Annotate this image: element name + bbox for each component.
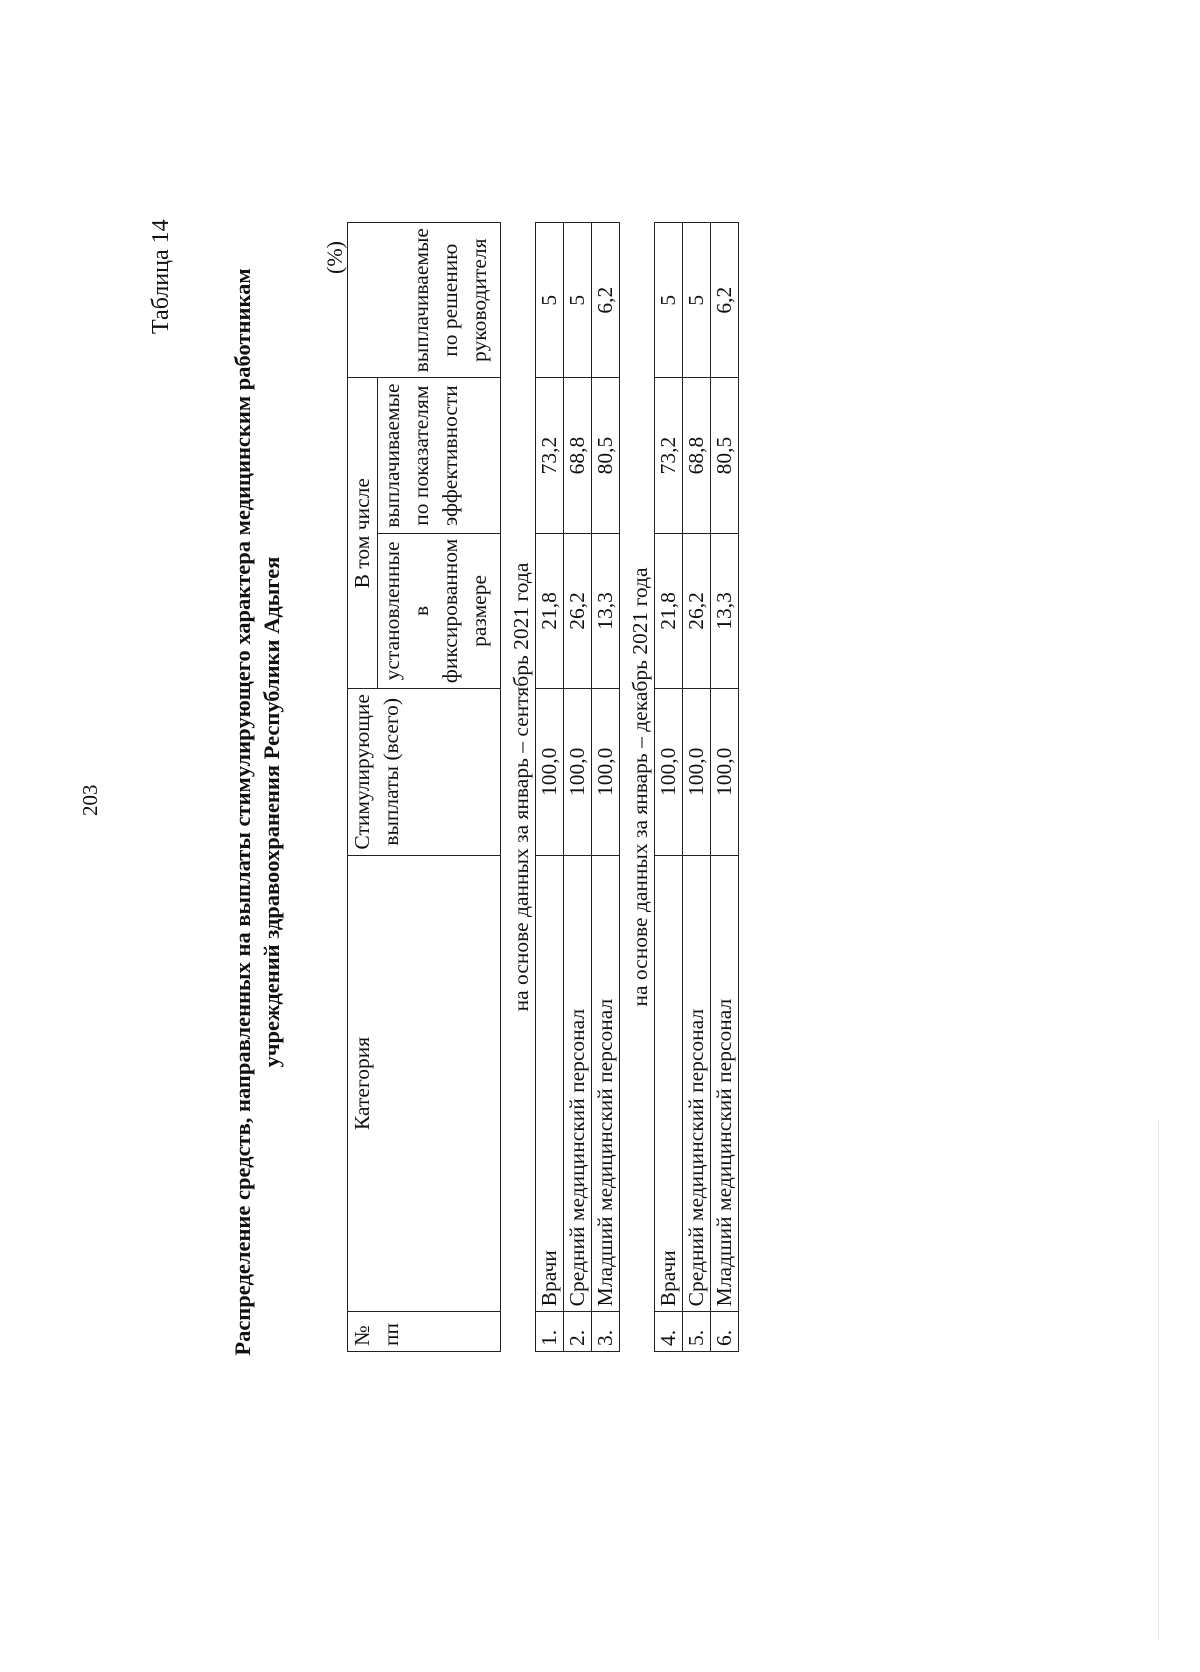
header-fixed-line3: размере — [467, 574, 491, 647]
cell-category: Средний медицинский персонал — [564, 855, 592, 1312]
cell-num: 1. — [536, 1312, 564, 1352]
table-row — [711, 223, 739, 1352]
header-fixed-line2: фиксированном — [438, 538, 462, 684]
header-manager — [348, 223, 501, 378]
cell-num: 6. — [711, 1312, 739, 1352]
header-total-line2: выплаты (всего) — [379, 697, 403, 846]
cell-efficiency: 73,2 — [536, 378, 564, 533]
cell-efficiency: 73,2 — [655, 378, 683, 533]
section-row — [501, 223, 536, 1352]
cell-total: 100,0 — [655, 689, 683, 856]
section-label: на основе данных за январь – сентябрь 2021 года — [501, 223, 536, 1352]
header-fixed-line1: установленные в — [380, 541, 433, 681]
header-fixed — [378, 533, 501, 688]
cell-total: 100,0 — [536, 689, 564, 856]
data-table — [347, 222, 739, 1352]
cell-manager: 5 — [564, 223, 592, 378]
cell-category: Врачи — [655, 855, 683, 1312]
cell-num: 4. — [655, 1312, 683, 1352]
cell-fixed: 26,2 — [683, 533, 711, 688]
header-num — [348, 1312, 501, 1352]
cell-total: 100,0 — [592, 689, 620, 856]
header-category: Категория — [348, 855, 501, 1312]
cell-fixed: 21,8 — [536, 533, 564, 688]
header-total-line1: Стимулирующие — [350, 694, 374, 850]
table-row — [536, 223, 564, 1352]
cell-category: Врачи — [536, 855, 564, 1312]
cell-fixed: 13,3 — [592, 533, 620, 688]
table-number: Таблица 14 — [148, 219, 174, 334]
header-efficiency — [378, 378, 501, 533]
header-manager-line2: по решению — [438, 243, 462, 357]
table-row — [592, 223, 620, 1352]
table-row — [683, 223, 711, 1352]
cell-manager: 6,2 — [592, 223, 620, 378]
cell-total: 100,0 — [564, 689, 592, 856]
header-efficiency-line2: по показателям — [409, 385, 433, 526]
cell-efficiency: 80,5 — [711, 378, 739, 533]
header-total — [348, 689, 501, 856]
cell-manager: 5 — [536, 223, 564, 378]
page-number: 203 — [78, 784, 102, 816]
cell-num: 3. — [592, 1312, 620, 1352]
cell-fixed: 21,8 — [655, 533, 683, 688]
section-row — [620, 223, 655, 1352]
cell-num: 2. — [564, 1312, 592, 1352]
cell-manager: 5 — [655, 223, 683, 378]
cell-efficiency: 68,8 — [564, 378, 592, 533]
section-label: на основе данных за январь – декабрь 2021 года — [620, 223, 655, 1352]
header-efficiency-line3: эффективности — [438, 385, 462, 527]
header-manager-line1: выплачиваемые — [409, 228, 433, 373]
cell-total: 100,0 — [683, 689, 711, 856]
cell-manager: 6,2 — [711, 223, 739, 378]
header-efficiency-line1: выплачиваемые — [380, 383, 404, 528]
cell-category: Младший медицинский персонал — [711, 855, 739, 1312]
header-num-line2: пп — [379, 1322, 403, 1346]
cell-num: 5. — [683, 1312, 711, 1352]
cell-fixed: 13,3 — [711, 533, 739, 688]
table-row — [564, 223, 592, 1352]
cell-efficiency: 80,5 — [592, 378, 620, 533]
title-line-1: Распределение средств, направленных на выплаты стимулирующего характера медицинским работникам — [230, 268, 255, 1356]
cell-efficiency: 68,8 — [683, 378, 711, 533]
cell-fixed: 26,2 — [564, 533, 592, 688]
header-including: В том числе — [348, 378, 378, 689]
cell-category: Младший медицинский персонал — [592, 855, 620, 1312]
header-num-line1: № — [350, 1325, 374, 1346]
cell-category: Средний медицинский персонал — [683, 855, 711, 1312]
header-manager-line3: руководителя — [467, 238, 491, 362]
title-line-2: учреждений здравоохранения Республики Адыгея — [259, 556, 284, 1068]
cell-total: 100,0 — [711, 689, 739, 856]
unit-label: (%) — [322, 241, 347, 274]
header-row-1 — [348, 223, 378, 1352]
table-row — [655, 223, 683, 1352]
cell-manager: 5 — [683, 223, 711, 378]
table-title — [228, 232, 286, 1392]
